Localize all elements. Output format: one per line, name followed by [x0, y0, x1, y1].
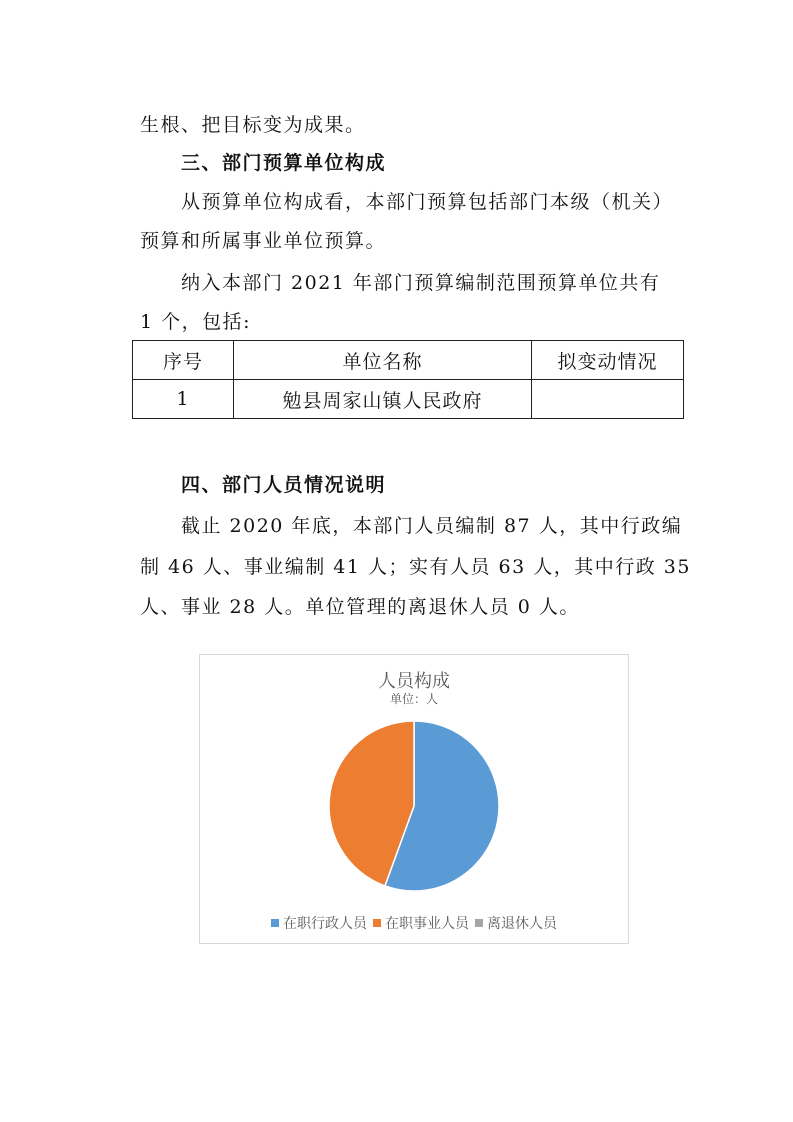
- legend-label: 在职行政人员: [283, 916, 367, 932]
- legend-swatch: [271, 919, 279, 927]
- chart-subtitle: 单位：人: [389, 692, 438, 706]
- section-heading-3: 三、部门预算单位构成: [181, 152, 387, 174]
- table-row: [133, 380, 684, 419]
- legend-swatch: [373, 919, 381, 927]
- budget-units-table: [132, 340, 684, 419]
- table-header-row: [133, 341, 684, 380]
- paragraph-line: 1 个，包括:: [140, 311, 252, 333]
- legend-item: [475, 913, 557, 933]
- legend-label: 在职事业人员: [385, 916, 469, 932]
- column-header: 序号: [133, 341, 234, 380]
- staff-composition-chart: [199, 654, 629, 944]
- legend-label: 离退休人员: [487, 916, 557, 932]
- table-cell: [532, 380, 684, 419]
- pie-chart: [200, 655, 630, 945]
- table-cell: 1: [133, 380, 234, 419]
- legend-swatch: [475, 919, 483, 927]
- paragraph-line: 制 46 人、事业编制 41 人；实有人员 63 人，其中行政 35: [140, 556, 691, 578]
- chart-legend: [200, 913, 628, 933]
- paragraph-line: 纳入本部门 2021 年部门预算编制范围预算单位共有: [181, 272, 661, 294]
- legend-item: [271, 913, 367, 933]
- paragraph-line: 预算和所属事业单位预算。: [140, 230, 387, 252]
- table-cell: 勉县周家山镇人民政府: [234, 380, 532, 419]
- legend-item: [373, 913, 469, 933]
- column-header: 拟变动情况: [532, 341, 684, 380]
- paragraph-line: 截止 2020 年底，本部门人员编制 87 人，其中行政编: [181, 515, 683, 537]
- column-header: 单位名称: [234, 341, 532, 380]
- text-line: 生根、把目标变为成果。: [140, 114, 366, 136]
- chart-title: 人员构成: [378, 671, 450, 692]
- section-heading-4: 四、部门人员情况说明: [181, 474, 387, 496]
- paragraph-line: 从预算单位构成看，本部门预算包括部门本级（机关）: [181, 191, 674, 213]
- paragraph-line: 人、事业 28 人。单位管理的离退休人员 0 人。: [140, 596, 580, 618]
